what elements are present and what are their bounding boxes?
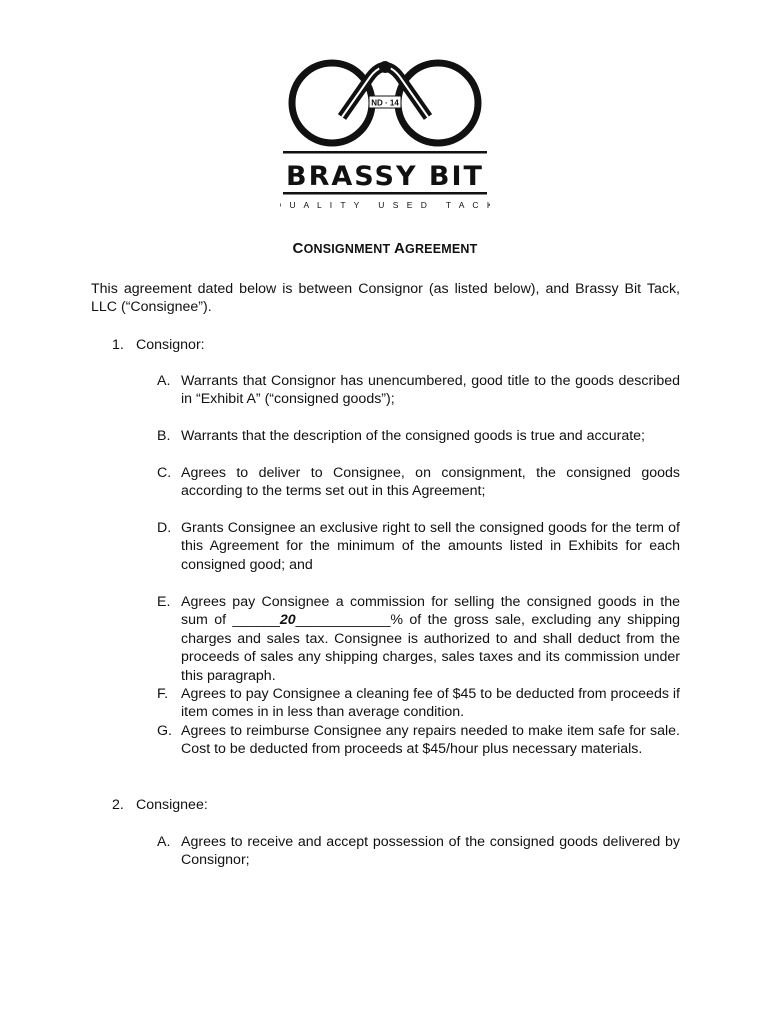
section-2-item-a: A. Agrees to receive and accept possession of the consigned goods delivered by Consignor; — [157, 834, 680, 869]
intro-paragraph: This agreement dated below is between Consignor (as listed below), and Brassy Bit Tack, LLC (“Consignee”). — [91, 281, 680, 316]
section-1-heading: 1. Consignor: — [112, 337, 205, 353]
logo-tagline: Q U A L I T Y U S E D T A C K — [280, 200, 490, 210]
section-1-item-b: B. Warrants that the description of the consigned goods is true and accurate; — [157, 428, 645, 444]
document-title: CONSIGNMENT AGREEMENT — [292, 240, 478, 257]
section-1-item-f: F. Agrees to pay Consignee a cleaning fee of $45 to be deducted from proceeds if item comes in in less than average condition. — [157, 686, 680, 721]
section-1-item-a: A. Warrants that Consignor has unencumbered, good title to the goods described in “Exhibit A” (“consigned goods”); — [157, 373, 680, 408]
section-1-item-c: C. Agrees to deliver to Consignee, on consignment, the consigned goods according to the terms set out in this Agreement; — [157, 465, 680, 500]
section-1-item-g: G. Agrees to reimburse Consignee any repairs needed to make item safe for sale. Cost to be deducted from proceeds at $45/hour plus necessary materials. — [157, 723, 680, 758]
section-1-item-d: D. Grants Consignee an exclusive right to sell the consigned goods for the term of this Agreement for the minimum of the amounts listed in Exhibits for each consigned good; and — [157, 520, 680, 573]
horse-bit-icon — [280, 55, 490, 215]
logo-badge: ND · 14 — [371, 98, 399, 108]
brassy-bit-logo — [280, 55, 490, 215]
section-2-heading: 2. Consignee: — [112, 797, 208, 813]
logo-name: BRASSY BIT — [286, 161, 484, 192]
commission-percent-value: 20 — [279, 612, 296, 629]
section-1-item-e: E. Agrees pay Consignee a commission for selling the consigned goods in the sum of ______20____________% of the gross sale, excluding any shipping charges and sales tax. Consignee is authorized to and shall deduct from the proceeds of sales any shipping charges, sales taxes and its commission under this paragraph. — [157, 594, 680, 684]
